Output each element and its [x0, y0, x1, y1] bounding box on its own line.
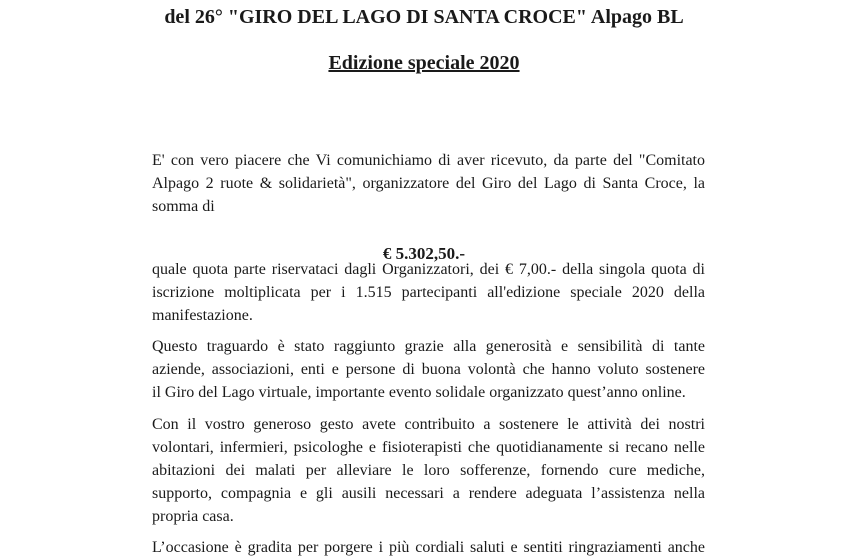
paragraph-line: somma di	[152, 198, 215, 215]
paragraph-line: supporto, compagnia e gli ausili necessari a rendere adeguata l’assistenza nella	[152, 485, 705, 502]
paragraph-line: iscrizione moltiplicata per i 1.515 partecipanti all'edizione speciale 2020 della	[152, 284, 705, 301]
paragraph-line: abitazioni dei malati per alleviare le loro sofferenze, fornendo cure mediche,	[152, 462, 705, 479]
document-subtitle: Edizione speciale 2020	[328, 52, 520, 74]
donation-amount: € 5.302,50.-	[382, 244, 466, 263]
paragraph-line: L’occasione è gradita per porgere i più cordiali saluti e sentiti ringraziamenti anche	[152, 539, 705, 556]
paragraph-line: E' con vero piacere che Vi comunichiamo di aver ricevuto, da parte del "Comitato	[152, 152, 705, 169]
paragraph-line: quale quota parte riservataci dagli Organizzatori, dei € 7,00.- della singola quota di	[152, 261, 705, 278]
paragraph-line: Questo traguardo è stato raggiunto grazie alla generosità e sensibilità di tante	[152, 338, 705, 355]
paragraph-line: aziende, associazioni, enti e persone di buona volontà che hanno voluto sostenere	[152, 361, 705, 378]
paragraph-line: il Giro del Lago virtuale, importante evento solidale organizzato quest’anno online.	[152, 384, 686, 401]
document-title: del 26° "GIRO DEL LAGO DI SANTA CROCE" Alpago BL	[164, 6, 684, 28]
paragraph-line: volontari, infermieri, psicologhe e fisioterapisti che quotidianamente si recano nelle	[152, 439, 705, 456]
paragraph-line: manifestazione.	[152, 307, 253, 324]
paragraph-line: Con il vostro generoso gesto avete contribuito a sostenere le attività dei nostri	[152, 416, 705, 433]
paragraph-line: propria casa.	[152, 508, 234, 525]
paragraph-line: Alpago 2 ruote & solidarietà", organizzatore del Giro del Lago di Santa Croce, la	[152, 175, 705, 192]
